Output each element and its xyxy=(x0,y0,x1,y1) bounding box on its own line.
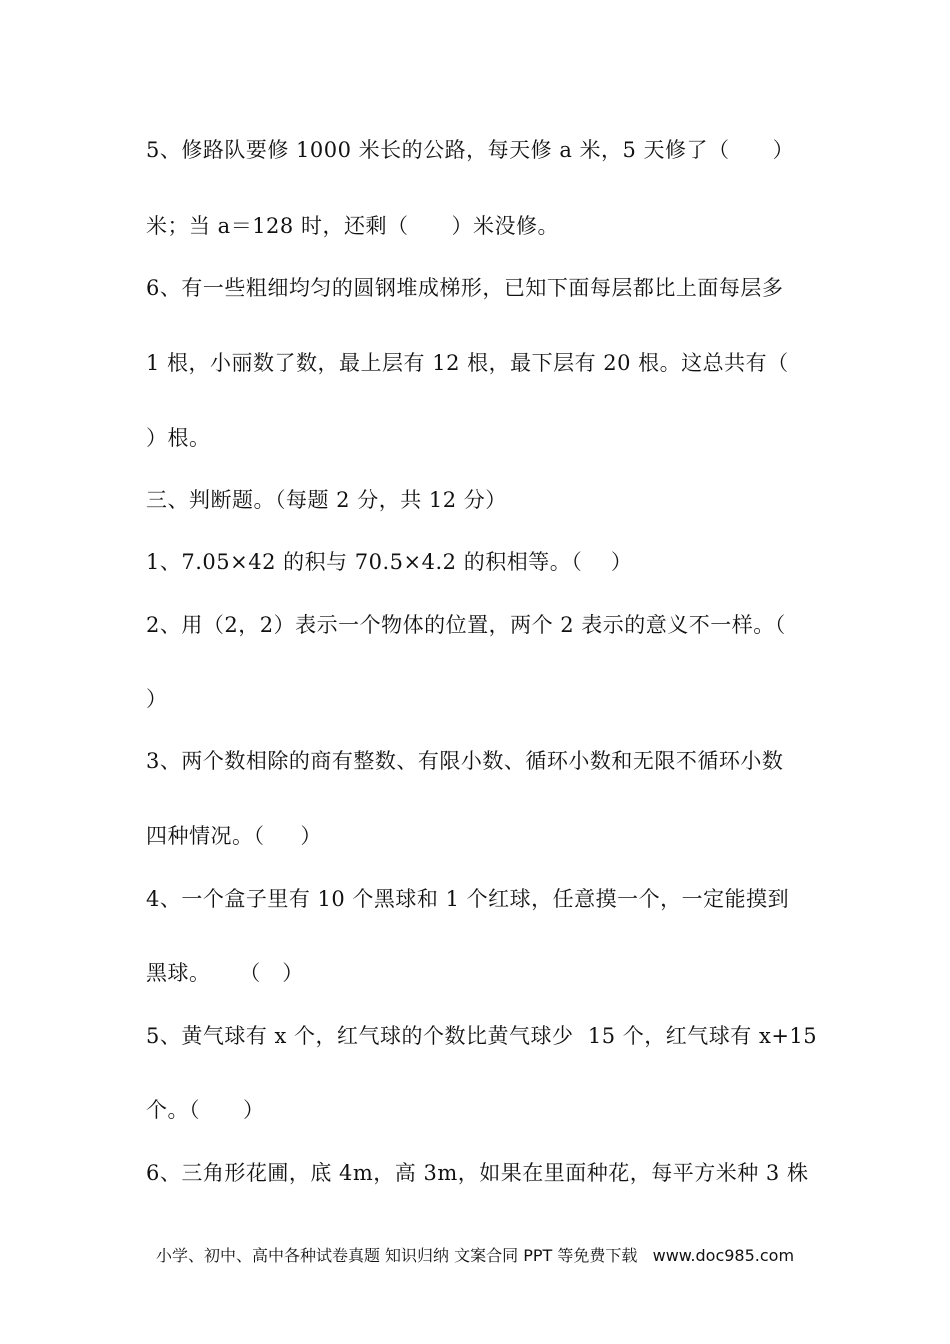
judgment-4-line-2: 黑球。 （ ） xyxy=(146,961,304,985)
judgment-5-line-2: 个。（ ） xyxy=(146,1098,265,1122)
question-6-line-3: ）根。 xyxy=(146,426,211,450)
judgment-2-line-2: ） xyxy=(146,687,168,711)
judgment-3-line-1: 3、两个数相除的商有整数、有限小数、循环小数和无限不循环小数 xyxy=(146,749,784,773)
judgment-4-line-1: 4、一个盒子里有 10 个黑球和 1 个红球，任意摸一个，一定能摸到 xyxy=(146,887,790,911)
judgment-5-line-1: 5、黄气球有 x 个，红气球的个数比黄气球少 15 个，红气球有 x+15 xyxy=(146,1024,818,1048)
section-heading-judgment: 三、判断题。（每题 2 分，共 12 分） xyxy=(146,488,507,512)
question-5-line-1: 5、修路队要修 1000 米长的公路，每天修 a 米，5 天修了（ ） xyxy=(146,138,795,162)
question-6-line-1: 6、有一些粗细均匀的圆钢堆成梯形，已知下面每层都比上面每层多 xyxy=(146,276,784,300)
page-footer: 小学、初中、高中各种试卷真题 知识归纳 文案合同 PPT 等免费下载 www.doc985.com xyxy=(155,1246,795,1265)
judgment-6-line-1: 6、三角形花圃，底 4m，高 3m，如果在里面种花，每平方米种 3 株 xyxy=(146,1161,809,1185)
judgment-1: 1、7.05×42 的积与 70.5×4.2 的积相等。（ ） xyxy=(146,550,633,574)
judgment-3-line-2: 四种情况。（ ） xyxy=(146,824,322,848)
question-5-line-2: 米；当 a＝128 时，还剩（ ）米没修。 xyxy=(146,214,560,238)
judgment-2-line-1: 2、用（2，2）表示一个物体的位置，两个 2 表示的意义不一样。（ xyxy=(146,613,786,637)
question-6-line-2: 1 根，小丽数了数，最上层有 12 根，最下层有 20 根。这总共有（ xyxy=(146,351,789,375)
